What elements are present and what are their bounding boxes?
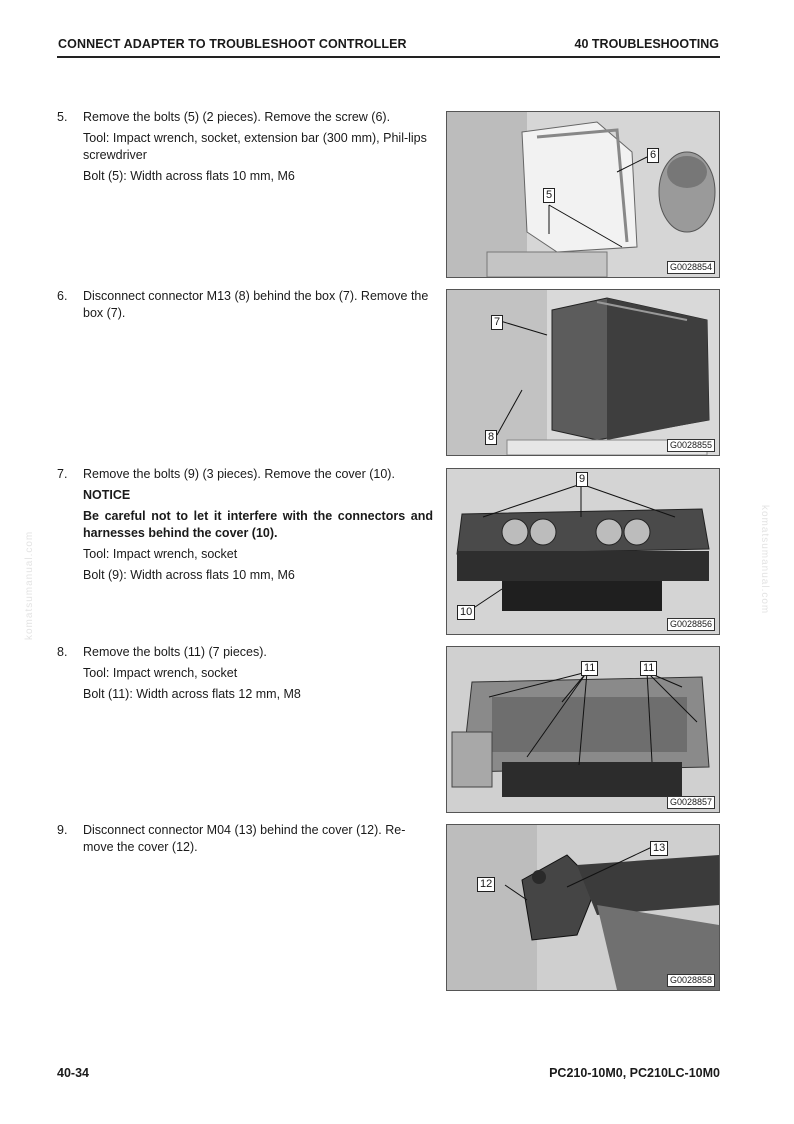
tool-text: Tool: Impact wrench, socket, extension bar (300 mm), Phil-lips screwdriver: [83, 131, 427, 162]
step-number: 8.: [57, 645, 68, 659]
notice-title: NOTICE: [83, 488, 131, 502]
chapter-title: 40 TROUBLESHOOTING: [574, 37, 719, 51]
model-name: PC210-10M0, PC210LC-10M0: [549, 1066, 720, 1080]
notice-text: Be careful not to let it interfere with the connectors and harnesses behind the cover (10).: [83, 509, 433, 540]
step-text: Disconnect connector M13 (8) behind the box (7). Remove the box (7).: [83, 289, 429, 320]
callout-8: 8: [485, 430, 497, 445]
step-text: Remove the bolts (5) (2 pieces). Remove the screw (6).: [83, 110, 391, 124]
figure-step-9: [446, 824, 720, 991]
step-7: [57, 466, 437, 588]
step-number: 9.: [57, 823, 68, 837]
callout-12: 12: [477, 877, 495, 892]
watermark-left: komatsumanual.com: [24, 530, 35, 640]
step-6: [57, 288, 437, 326]
callout-9: 9: [576, 472, 588, 487]
bolt-spec: Bolt (9): Width across flats 10 mm, M6: [83, 568, 295, 582]
step-number: 5.: [57, 110, 68, 124]
bolt-spec: Bolt (11): Width across flats 12 mm, M8: [83, 687, 301, 701]
callout-11-left: 11: [581, 661, 598, 676]
figure-step-8: [446, 646, 720, 813]
step-8: [57, 644, 437, 707]
page-number: 40-34: [57, 1066, 89, 1080]
step-number: 6.: [57, 289, 68, 303]
figure-code: G0028856: [667, 618, 715, 631]
watermark-right: komatsumanual.com: [759, 505, 770, 615]
section-title: CONNECT ADAPTER TO TROUBLESHOOT CONTROLLER: [58, 37, 407, 51]
step-text: Remove the bolts (9) (3 pieces). Remove the cover (10).: [83, 467, 395, 481]
callout-11-right: 11: [640, 661, 657, 676]
figure-code: G0028855: [667, 439, 715, 452]
figure-illustration: [447, 469, 719, 634]
figure-code: G0028858: [667, 974, 715, 987]
callout-10: 10: [457, 605, 475, 620]
page-header: [57, 36, 720, 58]
callout-5: 5: [543, 188, 555, 203]
bolt-spec: Bolt (5): Width across flats 10 mm, M6: [83, 169, 295, 183]
figure-code: G0028854: [667, 261, 715, 274]
callout-6: 6: [647, 148, 659, 163]
step-5: [57, 109, 437, 189]
callout-7: 7: [491, 315, 503, 330]
step-text: Remove the bolts (11) (7 pieces).: [83, 645, 267, 659]
tool-text: Tool: Impact wrench, socket: [83, 547, 238, 561]
figure-step-5: [446, 111, 720, 278]
tool-text: Tool: Impact wrench, socket: [83, 666, 238, 680]
figure-illustration: [447, 112, 719, 277]
step-text: Disconnect connector M04 (13) behind the cover (12). Re-move the cover (12).: [83, 823, 406, 854]
figure-step-6: [446, 289, 720, 456]
step-9: [57, 822, 437, 860]
callout-13: 13: [650, 841, 668, 856]
figure-illustration: [447, 825, 719, 990]
figure-step-7: [446, 468, 720, 635]
figure-code: G0028857: [667, 796, 715, 809]
step-number: 7.: [57, 467, 68, 481]
